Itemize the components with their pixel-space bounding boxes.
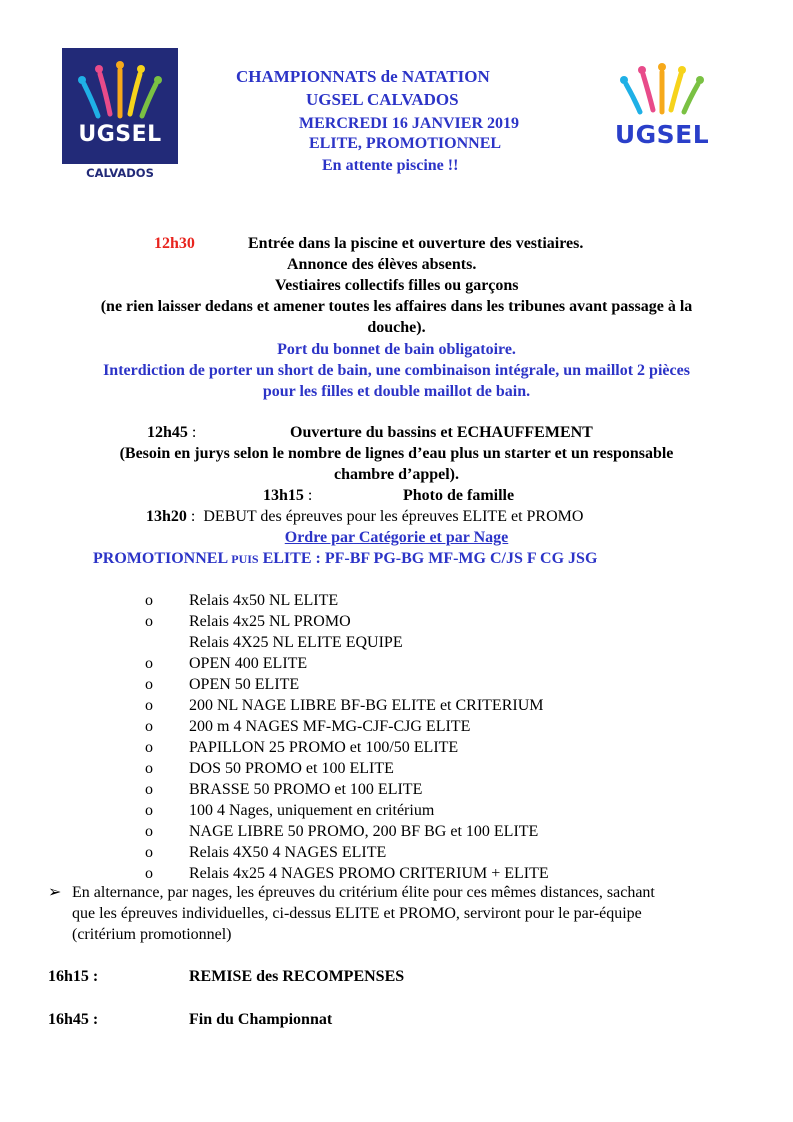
event-label: 200 NL NAGE LIBRE BF-BG ELITE et CRITERIUM: [189, 697, 544, 714]
event-item: [145, 821, 538, 842]
header-title-line1: CHAMPIONNATS de NATATION: [236, 67, 490, 86]
order-title: Ordre par Catégorie et par Nage: [284, 529, 509, 546]
photo-label: Photo de famille: [403, 487, 515, 504]
intro-changing-rooms: Vestiaires collectifs filles ou garçons: [275, 277, 519, 294]
intro-absent: Annonce des élèves absents.: [287, 256, 477, 273]
event-label: Relais 4x50 NL ELITE: [189, 592, 339, 609]
intro-cap-rule: Port du bonnet de bain obligatoire.: [277, 341, 516, 358]
event-item: [145, 842, 386, 863]
event-item: [145, 632, 403, 653]
event-label: Relais 4X50 4 NAGES ELITE: [189, 844, 387, 861]
header-date: MERCREDI 16 JANVIER 2019: [299, 115, 520, 132]
swimmers-figures-icon: [610, 62, 714, 122]
event-bullet: o: [145, 823, 153, 840]
event-label: Relais 4x25 NL PROMO: [189, 613, 351, 630]
alternance-bullet: ➢: [48, 884, 62, 901]
awards-label: REMISE des RECOMPENSES: [189, 968, 405, 985]
event-item: [145, 590, 338, 611]
event-item: [145, 716, 470, 737]
event-label: 200 m 4 NAGES MF-MG-CJF-CJG ELITE: [189, 718, 471, 735]
logo-right-word: UGSEL: [614, 120, 710, 149]
event-item: [145, 611, 351, 632]
intro-ban-line1: Interdiction de porter un short de bain, une combinaison intégrale, un maillot 2 pièces: [103, 362, 690, 379]
awards-time: 16h15 :: [48, 968, 99, 985]
event-bullet: o: [145, 676, 153, 693]
intro-time: 12h30: [154, 235, 195, 252]
alternance-line1: En alternance, par nages, les épreuves du critérium élite pour ces mêmes distances, sachant: [72, 884, 655, 901]
alternance-line3: (critérium promotionnel): [72, 926, 232, 943]
event-bullet: o: [145, 592, 153, 609]
intro-note-line2: douche).: [367, 319, 426, 336]
event-bullet: o: [145, 718, 153, 735]
warmup-note-line1: (Besoin en jurys selon le nombre de lignes d’eau plus un starter et un responsable: [119, 445, 674, 462]
event-label: Relais 4x25 4 NAGES PROMO CRITERIUM + ELITE: [189, 865, 549, 882]
warmup-note-line2: chambre d’appel).: [333, 466, 460, 483]
start-line: 13h20 : DEBUT des épreuves pour les épreuves ELITE et PROMO: [146, 508, 584, 525]
intro-ban-line2: pour les filles et double maillot de bain.: [262, 383, 531, 400]
event-bullet: o: [145, 802, 153, 819]
alternance-line2: que les épreuves individuelles, ci-dessus ELITE et PROMO, serviront pour le par-équipe: [72, 905, 642, 922]
event-item: [145, 737, 458, 758]
event-label: Relais 4X25 NL ELITE EQUIPE: [189, 634, 403, 651]
header-levels: ELITE, PROMOTIONNEL: [309, 135, 502, 152]
event-item: [145, 779, 422, 800]
event-label: PAPILLON 25 PROMO et 100/50 ELITE: [189, 739, 459, 756]
event-label: BRASSE 50 PROMO et 100 ELITE: [189, 781, 423, 798]
header-pool-status: En attente piscine !!: [322, 157, 459, 174]
event-label: NAGE LIBRE 50 PROMO, 200 BF BG et 100 ELITE: [189, 823, 539, 840]
event-item: [145, 863, 549, 884]
event-bullet: o: [145, 739, 153, 756]
warmup-time: 12h45 :: [147, 424, 197, 441]
event-item: [145, 674, 299, 695]
order-categories: PROMOTIONNEL PUIS ELITE : PF-BF PG-BG MF-MG C/JS F CG JSG: [93, 550, 598, 567]
intro-note-line1: (ne rien laisser dedans et amener toutes les affaires dans les tribunes avant passage à la: [100, 298, 693, 315]
header-title-line2: UGSEL CALVADOS: [306, 90, 459, 109]
event-item: [145, 800, 434, 821]
event-bullet: o: [145, 697, 153, 714]
intro-entry: Entrée dans la piscine et ouverture des vestiaires.: [248, 235, 584, 252]
event-item: [145, 653, 307, 674]
warmup-label: Ouverture du bassins et ECHAUFFEMENT: [290, 424, 593, 441]
event-label: OPEN 50 ELITE: [189, 676, 300, 693]
event-bullet: o: [145, 781, 153, 798]
event-item: [145, 758, 394, 779]
photo-time: 13h15 :: [263, 487, 313, 504]
logo-left-subtitle: CALVADOS: [86, 166, 154, 180]
event-label: OPEN 400 ELITE: [189, 655, 308, 672]
event-bullet: o: [145, 655, 153, 672]
event-bullet: o: [145, 865, 153, 882]
event-label: DOS 50 PROMO et 100 ELITE: [189, 760, 394, 777]
logo-left-word: UGSEL: [78, 122, 162, 147]
event-bullet: o: [145, 844, 153, 861]
event-bullet: o: [145, 613, 153, 630]
event-bullet: o: [145, 760, 153, 777]
end-time: 16h45 :: [48, 1011, 99, 1028]
event-item: [145, 695, 543, 716]
end-label: Fin du Championnat: [189, 1011, 333, 1028]
event-label: 100 4 Nages, uniquement en critérium: [189, 802, 435, 819]
